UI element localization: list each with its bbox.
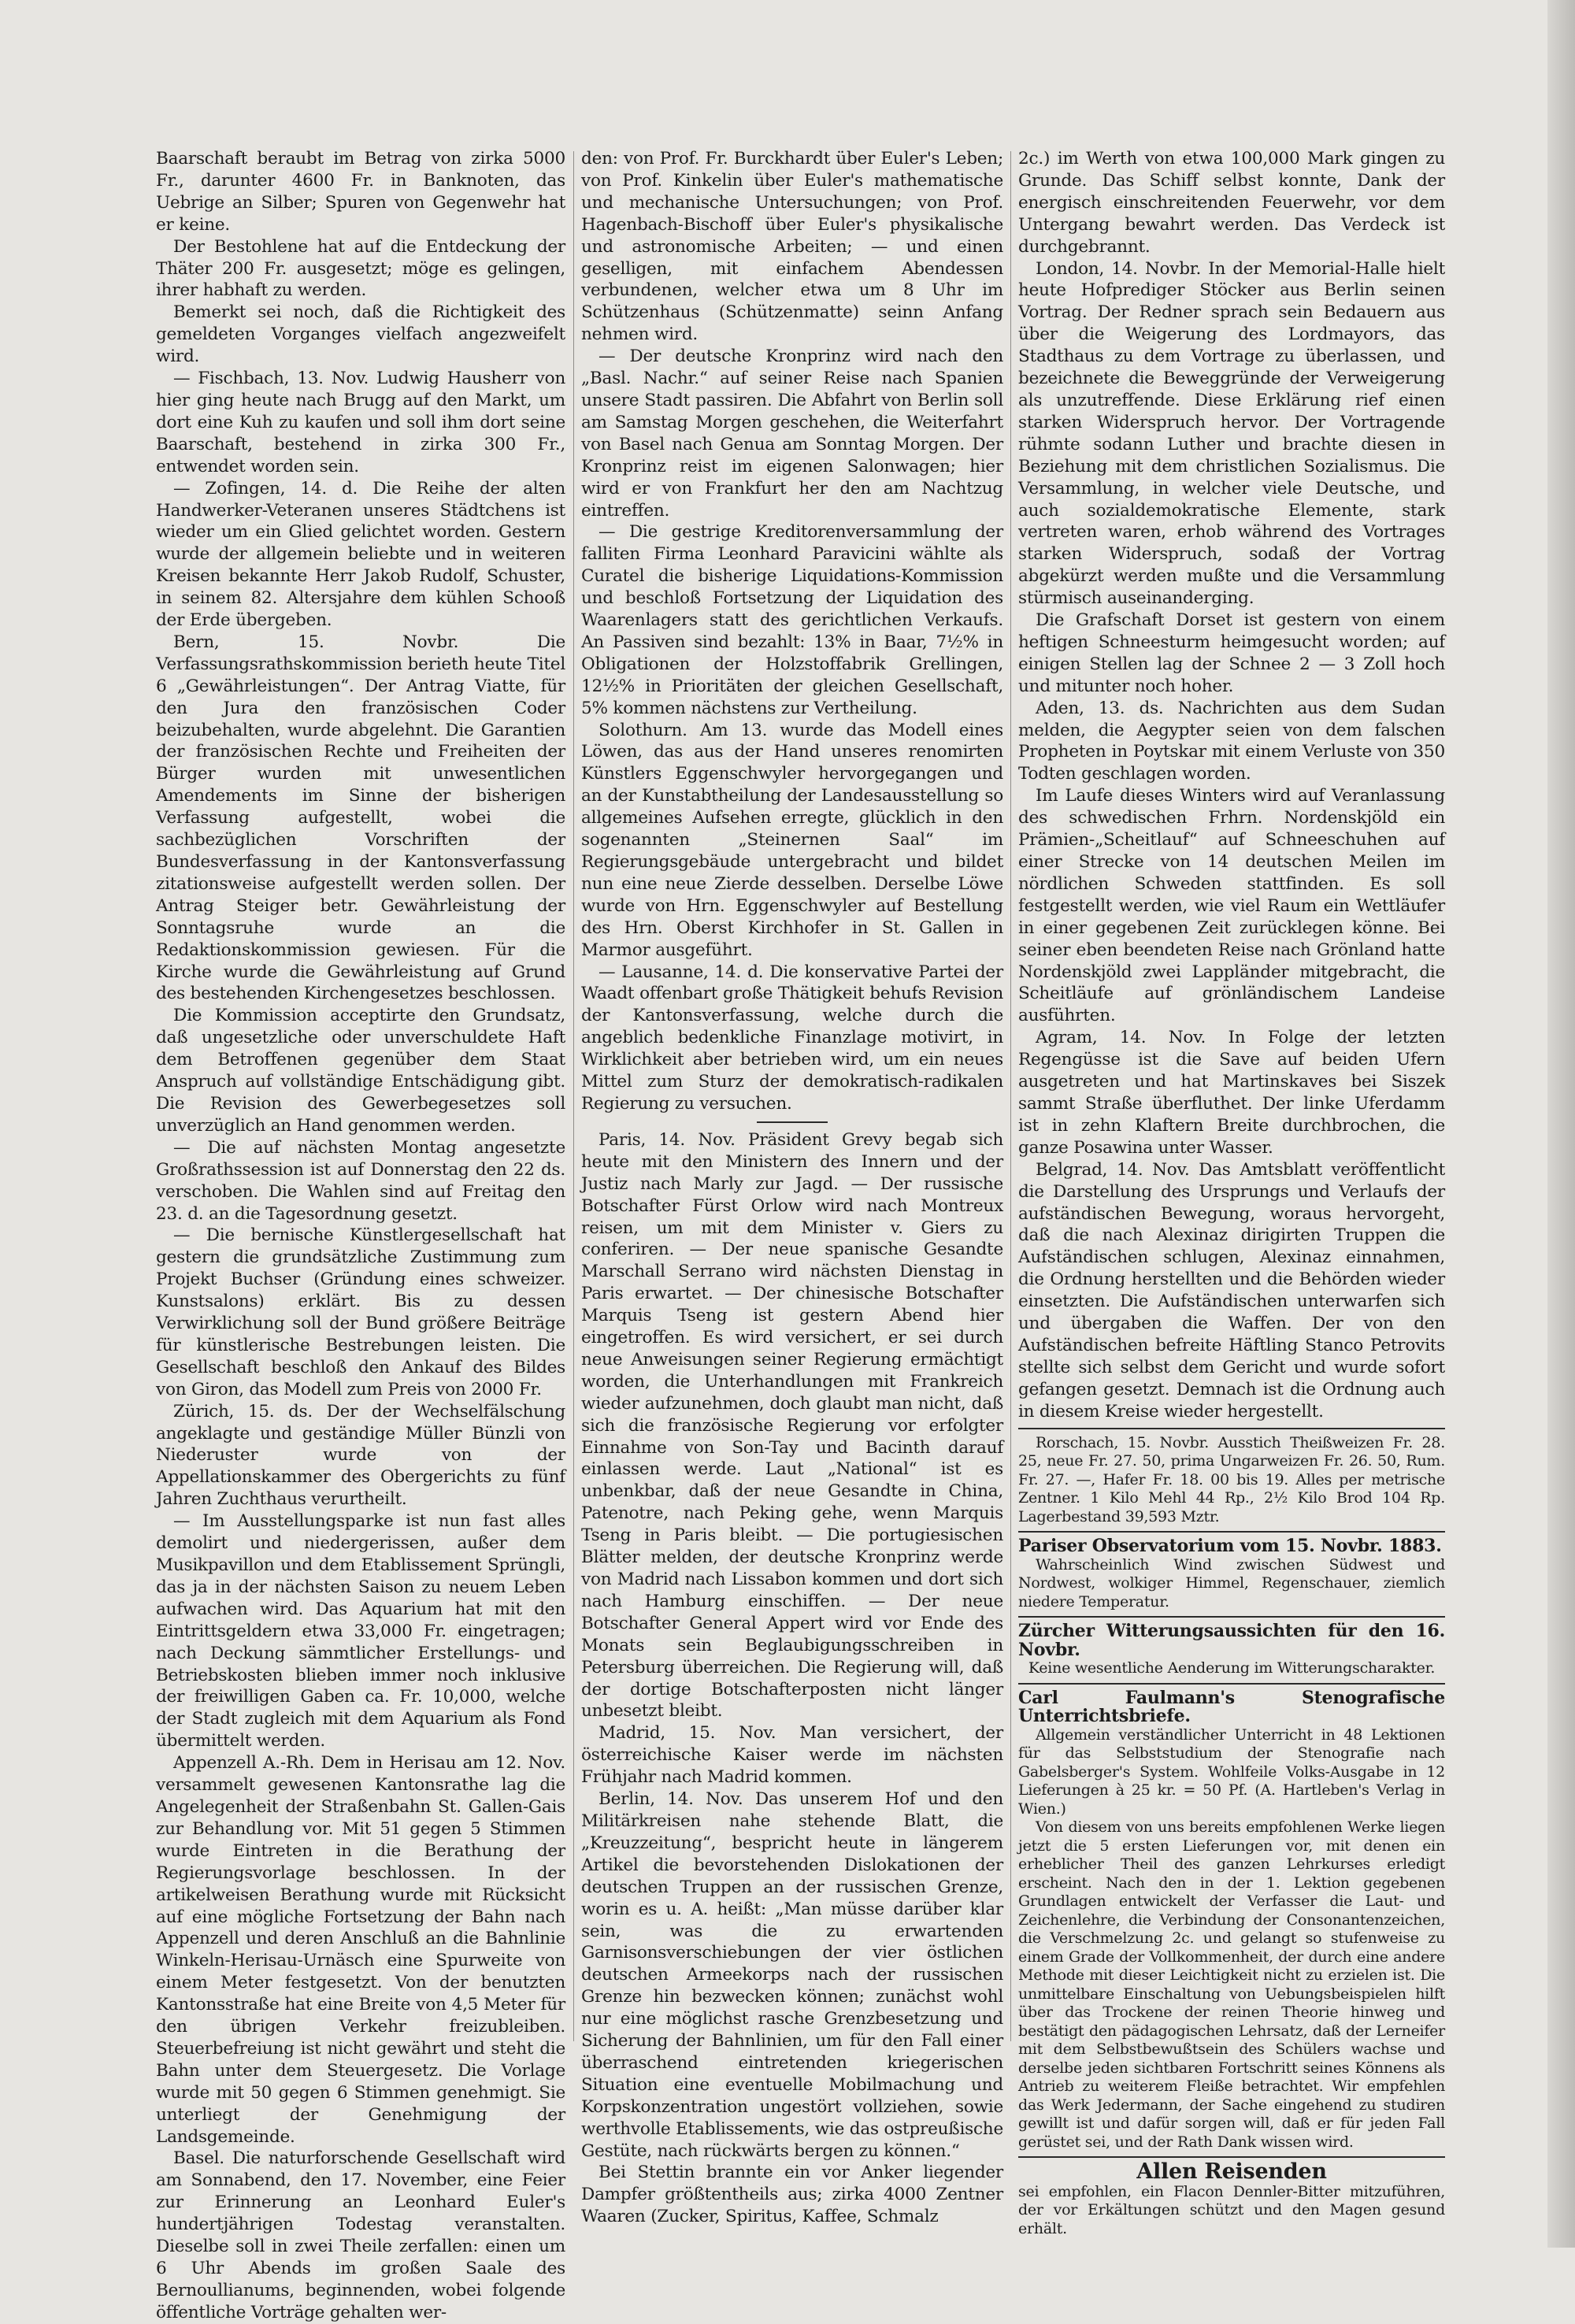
column-divider: [573, 151, 574, 2041]
article-paragraph: — Im Ausstellungsparke ist nun fast alles demolirt und niedergerissen, außer dem Musikpavillon und dem Etablissement Sprüngli, das ja in der nächsten Saison zu neuem Leben aufwachen wird. Das Aquarium hat mit den Eintrittsgeldern etwa 33,000 Fr. eingetragen; nach Deckung sämmtlicher Erstellungs- und Betriebskosten blieben immer noch inklusive der freiwilligen Gaben ca. Fr. 10,000, welche der Stadt zugleich mit dem Aquarium als Fond übermittelt werden.: [156, 1511, 565, 1751]
article-paragraph: Madrid, 15. Nov. Man versichert, der österreichische Kaiser werde im nächsten Frühjahr nach Madrid kommen.: [581, 1723, 1003, 1788]
column-divider: [1010, 151, 1011, 2041]
page-edge: [1547, 0, 1575, 2248]
article-paragraph: 2c.) im Werth von etwa 100,000 Mark gingen zu Grunde. Das Schiff selbst konnte, Dank der energisch einschreitenden Feuerwehr, vor dem Untergang bewahrt werden. Das Verdeck ist durchgebrannt.: [1018, 149, 1445, 257]
article-paragraph: — Zofingen, 14. d. Die Reihe der alten Handwerker-Veteranen unseres Städtchens ist wieder um ein Glied gelichtet worden. Gestern wurde der allgemein beliebte und in weiteren Kreisen bekannte Herr Jakob Rudolf, Schuster, in seinem 82. Altersjahre dem kühlen Schooß der Erde übergeben.: [156, 478, 565, 631]
market-report: Rorschach, 15. Novbr. Ausstich Theißweizen Fr. 28. 25, neue Fr. 27. 50, prima Ungarweizen Fr. 26. 50, Rum. Fr. 27. —, Hafer Fr. 18. 00 bis 19. Alles per metrische Zentner. 1 Kilo Mehl 44 Rp., 2½ Kilo Brod 104 Rp. Lagerbestand 39,593 Mztr.: [1018, 1433, 1445, 1525]
article-paragraph: Paris, 14. Nov. Präsident Grevy begab sich heute mit den Ministern des Innern und der Justiz nach Marly zur Jagd. — Der russische Botschafter Fürst Orlow wird nach Montreux reisen, um mit dem Minister v. Giers zu conferiren. — Der neue spanische Gesandte Marschall Serrano wird nächsten Dienstag in Paris erwartet. — Der chinesische Botschafter Marquis Tseng ist gestern Abend hier eingetroffen. Es wird versichert, er sei durch neue Anweisungen seiner Regierung ermächtigt worden, die Unterhandlungen mit Frankreich wieder aufzunehmen, doch glaubt man nicht, daß sich die französische Regierung vor erfolgter Einnahme von Son-Tay und Bacinth darauf einlassen werde. Laut „National“ ist es unbenkbar, daß der neue Gesandte in China, Patenotre, nach Peking gehe, wenn Marquis Tseng in Paris bleibt. — Die portugiesischen Blätter melden, der deutsche Kronprinz werde von Madrid nach Lissabon kommen und dort sich nach Hamburg einschiffen. — Der neue Botschafter General Appert wird vor Ende des Monats sein Beglaubigungsschreiben in Petersburg überreichen. Die Regierung will, daß der dortige Botschafterposten nicht länger unbesetzt bleibt.: [581, 1129, 1003, 1722]
section-rule: [1018, 1531, 1445, 1533]
book-review: Von diesem von uns bereits empfohlenen Werke liegen jetzt die 5 ersten Lieferungen vor, mit denen ein erheblicher Theil des ganzen Lehrkurses erledigt erscheint. Nach den in der 1. Lektion gegebenen Grundlagen entwickelt der Verfasser die Laut- und Zeichenlehre, die Verbindung der Consonantenzeichen, die Verschmelzung 2c. und gelangt so stufenweise zu einem Grade der Vollkommenheit, der durch eine andere Methode mit dieser Leichtigkeit nicht zu erzielen ist. Die unmittelbare Einschaltung von Uebungsbeispielen hilft über das Trockene der reinen Theorie hinweg und bestätigt den pädagogischen Lehrsatz, daß der Lerneifer mit dem Selbstbewußtsein des Schülers wachse und derselbe jeden sichtbaren Fortschritt seines Könnens als Antrieb zu weiterem Fleiße betrachtet. Wir empfehlen das Werk Jedermann, der Sache eingehend zu studiren gewillt ist und dafür sorgen will, daß er für jeden Fall gerüstet sei, und der Rath Dank wissen wird.: [1018, 1818, 1445, 2151]
section-rule: [1018, 1428, 1445, 1429]
column-2: [581, 148, 1003, 2228]
article-paragraph: Aden, 13. ds. Nachrichten aus dem Sudan melden, die Aegypter seien von dem falschen Propheten in Poytskar mit einem Verluste von 350 Todten geschlagen worden.: [1018, 698, 1445, 784]
article-paragraph: — Die auf nächsten Montag angesetzte Großrathssession ist auf Donnerstag den 22 ds. verschoben. Die Wahlen sind auf Freitag den 23. d. an die Tagesordnung gesetzt.: [156, 1137, 565, 1224]
book-text: Allgemein verständlicher Unterricht in 48 Lektionen für das Selbststudium der Stenografie nach Gabelsberger's System. Wohlfeile Volks-Ausgabe in 12 Lieferungen à 25 kr. = 50 Pf. (A. Hartleben's Verlag in Wien.): [1018, 1725, 1445, 1818]
article-paragraph: Bern, 15. Novbr. Die Verfassungsrathskommission berieth heute Titel 6 „Gewährleistungen“. Der Antrag Viatte, für den Jura den französischen Coder beizubehalten, wurde abgelehnt. Die Garantien der französischen Rechte und Freiheiten der Bürger wurden mit unwesentlichen Amendements im Sinne der bisherigen Verfassung aufgestellt, wobei die sachbezüglichen Vorschriften der Bundesverfassung in der Kantonsverfassung zitationsweise aufgestellt werden sollen. Der Antrag Steiger betr. Gewährleistung der Sonntagsruhe wurde an die Redaktionskommission gewiesen. Für die Kirche wurde die Gewährleistung auf Grund des bestehenden Kirchengesetzes beschlossen.: [156, 632, 565, 1004]
article-paragraph: Der Bestohlene hat auf die Entdeckung der Thäter 200 Fr. ausgesetzt; möge es gelingen, ihrer habhaft zu werden.: [156, 236, 565, 301]
weather-heading: Zürcher Witterungsaussichten für den 16. Novbr.: [1018, 1621, 1445, 1660]
article-paragraph: Im Laufe dieses Winters wird auf Veranlassung des schwedischen Frhrn. Nordenskjöld ein Prämien-„Scheitlauf“ auf Schneeschuhen auf einer Strecke von 14 deutschen Meilen im nördlichen Schweden stattfinden. Es soll festgestellt werden, wie viel Raum ein Wettläufer in einer gegebenen Zeit zurücklegen könne. Bei seiner eben beendeten Reise nach Grönland hatte Nordenskjöld zwei Lappländer mitgebracht, die Scheitläufe auf grönländischem Landeise ausführten.: [1018, 786, 1445, 1026]
section-rule: [1018, 2156, 1445, 2158]
article-paragraph: den: von Prof. Fr. Burckhardt über Euler's Leben; von Prof. Kinkelin über Euler's mathematische und mechanische Untersuchungen; von Prof. Hagenbach-Bischoff über Euler's physikalische und astronomische Arbeiten; — und einen geselligen, mit einfachem Abendessen verbundenen, welcher etwa um 8 Uhr im Schützenhaus (Schützenmatte) seinn Anfang nehmen wird.: [581, 149, 1003, 345]
section-rule: [1018, 1683, 1445, 1685]
observatory-heading: Pariser Observatorium vom 15. Novbr. 1883.: [1018, 1536, 1442, 1557]
article-paragraph: Bei Stettin brannte ein vor Anker liegender Dampfer größtentheils aus; zirka 4000 Zentner Waaren (Zucker, Spiritus, Kaffee, Schmalz: [581, 2163, 1003, 2227]
article-paragraph: — Der deutsche Kronprinz wird nach den „Basl. Nachr.“ auf seiner Reise nach Spanien unsere Stadt passiren. Die Abfahrt von Berlin soll am Samstag Morgen geschehen, die Weiterfahrt von Basel nach Genua am Sonntag Morgen. Der Kronprinz reist im eigenen Salonwagen; hier wird er von Frankfurt her den am Nachtzug eintreffen.: [581, 347, 1003, 521]
article-paragraph: — Die bernische Künstlergesellschaft hat gestern die grundsätzliche Zustimmung zum Projekt Buchser (Gründung eines schweizer. Kunstsalons) erklärt. Bis zu dessen Verwirklichung soll der Bund größere Beiträge für künstlerische Bestrebungen leisten. Die Gesellschaft beschloß den Ankauf des Bildes von Giron, das Modell zum Preis von 2000 Fr.: [156, 1225, 565, 1399]
article-paragraph: Die Kommission acceptirte den Grundsatz, daß ungesetzliche oder unverschuldete Haft dem Betroffenen gegenüber dem Staat Anspruch auf vollständige Entschädigung gibt. Die Revision des Gewerbegesetzes soll unverzüglich an Hand genommen werden.: [156, 1006, 565, 1136]
article-paragraph: Solothurn. Am 13. wurde das Modell eines Löwen, das aus der Hand unseres renomirten Künstlers Eggenschwyler hervorgegangen und an der Kunstabtheilung der Landesausstellung so allgemeines Aufsehen erregte, glücklich in den sogenannten „Steinernen Saal“ im Regierungsgebäude untergebracht und bildet nun eine neue Zierde desselben. Derselbe Löwe wurde von Hrn. Eggenschwyler auf Bestellung des Hrn. Oberst Kirchhofer in St. Gallen in Marmor ausgeführt.: [581, 720, 1003, 960]
article-paragraph: Die Grafschaft Dorset ist gestern von einem heftigen Schneesturm heimgesucht worden; auf einigen Stellen lag der Schnee 2 — 3 Zoll hoch und mitunter noch hoher.: [1018, 610, 1445, 696]
article-paragraph: — Fischbach, 13. Nov. Ludwig Hausherr von hier ging heute nach Brugg auf den Markt, um dort eine Kuh zu kaufen und soll ihm dort seine Baarschaft, bestehend in zirka 300 Fr., entwendet worden sein.: [156, 369, 565, 476]
article-paragraph: Baarschaft beraubt im Betrag von zirka 5000 Fr., darunter 4600 Fr. in Banknoten, das Uebrige an Silber; Spuren von Gegenwehr hat er keine.: [156, 149, 565, 235]
weather-text: Keine wesentliche Aenderung im Witterungscharakter.: [1028, 1659, 1436, 1677]
column-3: [1018, 148, 1445, 2238]
article-paragraph: Appenzell A.-Rh. Dem in Herisau am 12. Nov. versammelt gewesenen Kantonsrathe lag die Angelegenheit der Straßenbahn St. Gallen-Gais zur Behandlung vor. Mit 51 gegen 5 Stimmen wurde Eintreten in die Berathung der Regierungsvorlage beschlossen. In der artikelweisen Berathung wurde mit Rücksicht auf eine mögliche Fortsetzung der Bahn nach Appenzell und deren Anschluß an die Bahnlinie Winkeln-Herisau-Urnäsch eine Spurweite von einem Meter festgesetzt. Von der benutzten Kantonsstraße hat eine Breite von 4,5 Meter für den übrigen Verkehr freizubleiben. Steuerbefreiung ist nicht gewährt und steht die Bahn unter dem Steuergesetz. Die Vorlage wurde mit 50 gegen 6 Stimmen genehmigt. Sie unterliegt der Genehmigung der Landsgemeinde.: [156, 1753, 565, 2147]
article-paragraph: Agram, 14. Nov. In Folge der letzten Regengüsse ist die Save auf beiden Ufern ausgetreten und hat Martinskaves bei Siszek sammt Straße überfluthet. Der linke Uferdamm ist in zehn Klaftern Breite durchbrochen, die ganze Posawina unter Wasser.: [1018, 1028, 1445, 1158]
article-paragraph: — Lausanne, 14. d. Die konservative Partei der Waadt offenbart große Thätigkeit behufs Revision der Kantonsverfassung, welche durch die angeblich bedenkliche Finanzlage motivirt, in Wirklichkeit aber betrieben wird, um ein neues Mittel zum Sturz der demokratisch-radikalen Regierung zu versuchen.: [581, 962, 1003, 1114]
article-paragraph: Zürich, 15. ds. Der der Wechselfälschung angeklagte und geständige Müller Bünzli von Niederuster wurde von der Appellationskammer des Obergerichts zu fünf Jahren Zuchthaus verurtheilt.: [156, 1401, 565, 1510]
advertisement-title: Allen Reisenden: [1136, 2159, 1327, 2185]
advertisement-text: sei empfohlen, ein Flacon Dennler-Bitter mitzuführen, der vor Erkältungen schützt und den Magen gesund erhält.: [1018, 2182, 1445, 2237]
article-paragraph: Berlin, 14. Nov. Das unserem Hof und den Militärkreisen nahe stehende Blatt, die „Kreuzzeitung“, bespricht heute in längerem Artikel die bevorstehenden Dislokationen der deutschen Truppen an der russischen Grenze, worin es u. A. heißt: „Man müsse darüber klar sein, was die zu erwartenden Garnisonsverschiebungen der vier östlichen deutschen Armeekorps nach der russischen Grenze hin bezwecken können; zunächst wohl nur eine möglichst rasche Grenzbesetzung und Sicherung der Bahnlinien, um für den Fall einer überraschend eintretenden kriegerischen Situation eine eventuelle Mobilmachung und Korpskonzentration ungestört vollziehen, sowie werthvolle Etablissements, wie das ostpreußische Gestüte, nach rückwärts bergen zu können.“: [581, 1789, 1003, 2161]
article-paragraph: London, 14. Novbr. In der Memorial-Halle hielt heute Hofprediger Stöcker aus Berlin seinen Vortrag. Der Redner sprach sein Bedauern aus über die Weigerung des Lordmayors, das Stadthaus zu dem Vortrage zu überlassen, und bezeichnete die Beweggründe der Verweigerung als unzutreffende. Diese Erklärung rief einen starken Widerspruch hervor. Der Vortragende rühmte sodann Luther und brachte diesen in Beziehung mit dem christlichen Sozialismus. Die Versammlung, in welcher viele Deutsche, und auch sozialdemokratische Elemente, stark vertreten waren, erhob während des Vortrages starken Widerspruch, sodaß der Vortrag abgekürzt werden mußte und die Versammlung stürmisch auseinanderging.: [1018, 258, 1445, 609]
article-paragraph: — Die gestrige Kreditorenversammlung der falliten Firma Leonhard Paravicini wählte als Curatel die bisherige Liquidations-Kommission und beschloß Fortsetzung der Liquidation des Waarenlagers statt des gerichtlichen Verkaufs. An Passiven sind bezahlt: 13% in Baar, 7½% in Obligationen der Holzstoffabrik Grellingen, 12½% in Prioritäten der gleichen Gesellschaft, 5% kommen nächstens zur Vertheilung.: [581, 522, 1003, 718]
column-1: [156, 148, 565, 2324]
section-rule: [1018, 1616, 1445, 1618]
observatory-text: Wahrscheinlich Wind zwischen Südwest und Nordwest, wolkiger Himmel, Regenschauer, ziemlich niedere Temperatur.: [1018, 1555, 1445, 1610]
article-paragraph: Basel. Die naturforschende Gesellschaft wird am Sonnabend, den 17. November, eine Feier zur Erinnerung an Leonhard Euler's hundertjährigen Todestag veranstalten. Dieselbe soll in zwei Theile zerfallen: einen um 6 Uhr Abends im großen Saale des Bernoullianums, beginnenden, wobei folgende öffentliche Vorträge gehalten wer-: [156, 2148, 565, 2322]
section-separator: [757, 1121, 828, 1123]
article-paragraph: Belgrad, 14. Nov. Das Amtsblatt veröffentlicht die Darstellung des Ursprungs und Verlaufs der aufständischen Bewegung, woraus hervorgeht, daß die nach Alexinaz dirigirten Truppen die Aufständischen schlugen, Alexinaz einnahmen, die Ordnung herstellten und die Behörden wieder einsetzten. Die Aufständischen unterwarfen sich und übergaben die Waffen. Der von den Aufständischen befreite Häftling Stanco Petrovits stellte sich selbst dem Gericht und wurde sofort gefangen gesetzt. Demnach ist die Ordnung auch in diesem Kreise wieder hergestellt.: [1018, 1159, 1445, 1421]
book-heading: Carl Faulmann's Stenografische Unterrichtsbriefe.: [1018, 1687, 1445, 1727]
article-paragraph: Bemerkt sei noch, daß die Richtigkeit des gemeldeten Vorganges vielfach angezweifelt wird.: [156, 302, 565, 367]
